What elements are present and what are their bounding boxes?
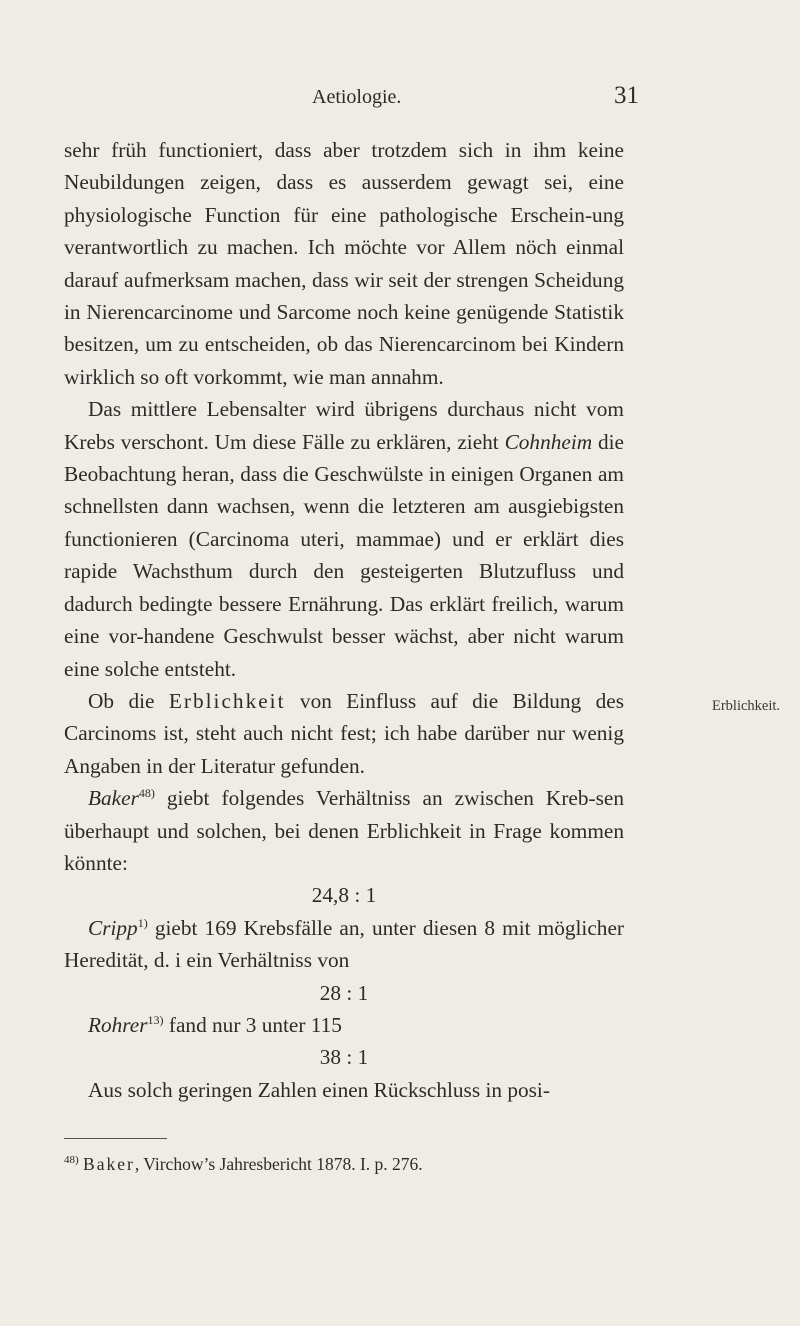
paragraph [64, 393, 624, 685]
page-number: 31 [614, 82, 639, 109]
emphasized-term: Erblichkeit [168, 688, 286, 713]
cited-author: Cripp [88, 915, 138, 940]
body-text [64, 134, 624, 1106]
running-title: Aetiologie. [312, 86, 402, 108]
footnote-reference: 13) [147, 1012, 164, 1027]
paragraph [64, 685, 624, 782]
text-run: 38 : 1 [319, 1045, 369, 1070]
footnote-text: , Virchow’s Jahresbericht 1878. I. p. 276. [134, 1154, 423, 1174]
text-run: giebt folgendes Verhältniss an zwischen Kreb-sen überhaupt und solchen, bei denen Erblichkeit in Frage kommen könnte: [64, 786, 624, 875]
footnote-reference: 1) [137, 915, 148, 930]
footnote-marker: 48) [64, 1154, 79, 1167]
text-run: von Einfluss auf die Bildung des Carcinoms ist, steht auch nicht fest; ich habe darüber nur wenig Angaben in der Literatur gefunden. [64, 688, 624, 778]
text-run: die Beobachtung heran, dass die Geschwülste in einigen Organen am schnellsten dann wachsen, wenn die letzteren am ausgiebigsten functionieren (Carcinoma uteri, mammae) und er erklärt dies rapide Wachsthum durch den gesteigerten Blutzufluss und dadurch bedingte bessere Ernährung. Das erklärt freilich, warum eine vor-handene Geschwulst besser wächst, aber nicht warum eine solche entsteht. [64, 429, 625, 681]
footnote-rule [64, 1138, 167, 1139]
paragraph [64, 782, 624, 879]
cited-author: Baker [88, 786, 139, 811]
running-head [0, 82, 800, 112]
text-run: fand nur 3 unter 115 [163, 1012, 342, 1037]
text-run: Aus solch geringen Zahlen einen Rückschluss in posi- [88, 1077, 550, 1102]
cited-author: Rohrer [88, 1012, 148, 1037]
paragraph [64, 1009, 624, 1041]
text-run: 24,8 : 1 [311, 883, 377, 908]
text-run: sehr früh functioniert, dass aber trotzdem sich in ihm keine Neubildungen zeigen, dass es ausserdem gewagt sei, eine physiologische Function für eine pathologische Erschein-ung verantwortlich zu machen. Ich möchte vor Allem nöch einmal darauf aufmerksam machen, dass wir seit der strengen Scheidung in Nierencarcinome und Sarcome noch keine genügende Statistik besitzen, um zu entscheiden, ob das Nierencarcinom bei Kindern wirklich so oft vorkommt, wie man annahm. [64, 138, 624, 389]
margin-note: Erblichkeit. [712, 698, 781, 714]
text-run: 28 : 1 [319, 980, 369, 1005]
text-run: Ob die [88, 688, 169, 713]
ratio-line [64, 879, 624, 911]
ratio-line [64, 977, 624, 1009]
cited-author: Cohnheim [504, 429, 593, 454]
footnote-author: Baker [83, 1154, 135, 1174]
paragraph [64, 1074, 624, 1106]
text-run: Das mittlere Lebensalter wird übrigens durchaus nicht vom Krebs verschont. Um diese Fälle zu erklären, zieht [64, 397, 624, 454]
paragraph [64, 134, 624, 393]
ratio-line [64, 1041, 624, 1073]
footnote [64, 1152, 624, 1176]
paragraph [64, 912, 624, 977]
text-run: giebt 169 Krebsfälle an, unter diesen 8 mit möglicher Heredität, d. i ein Verhältniss von [64, 915, 624, 973]
footnote-reference: 48) [138, 786, 155, 801]
